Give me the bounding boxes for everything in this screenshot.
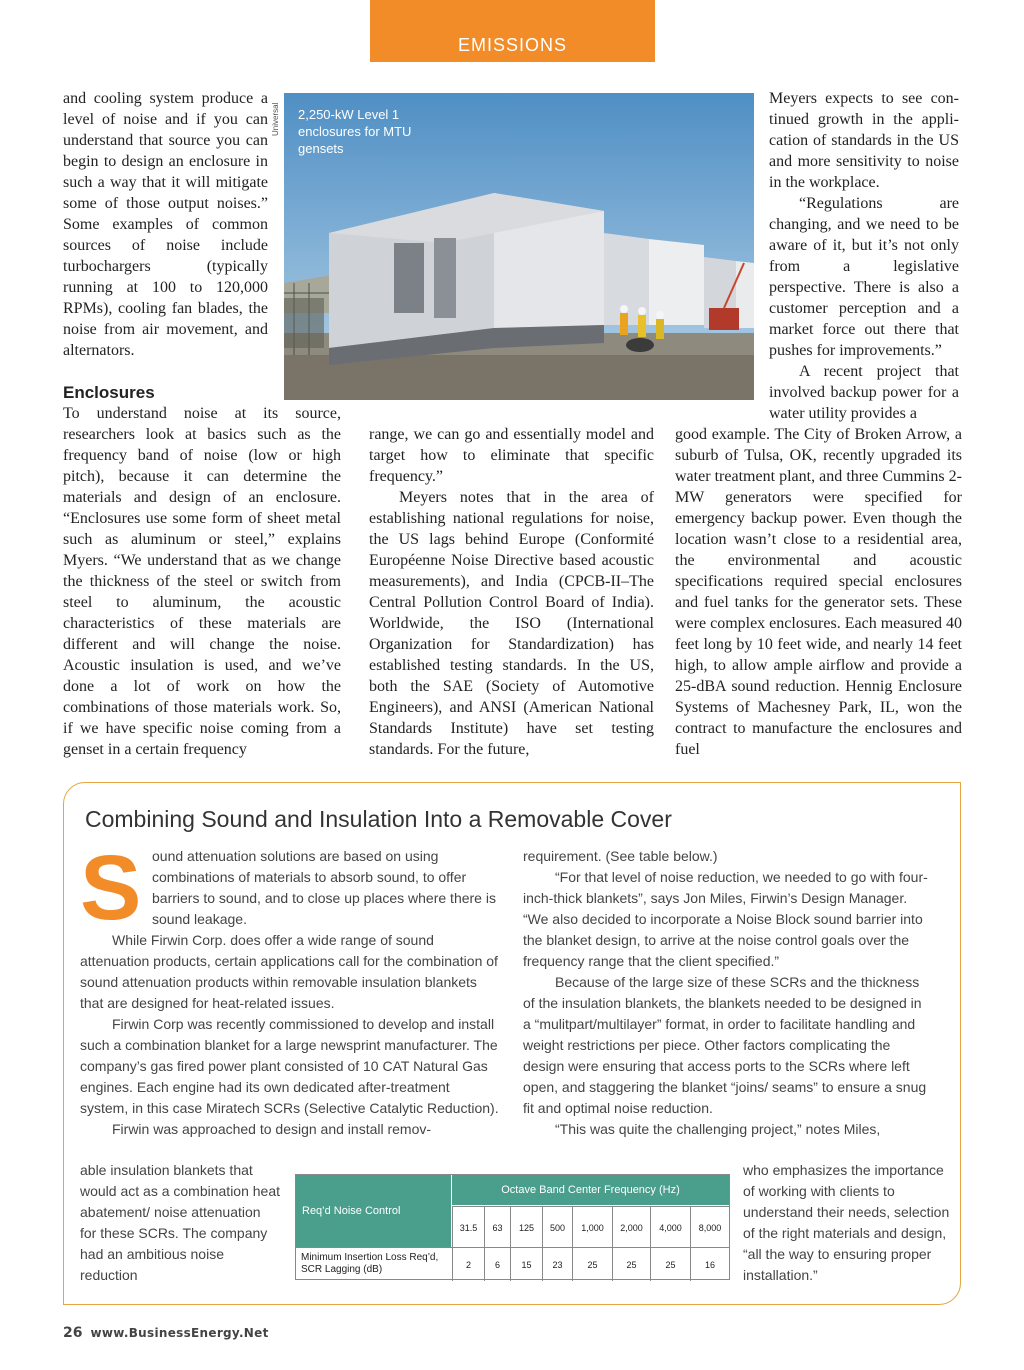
paragraph: Meyers expects to see continued growth in the application of standards in the US and more sensitivity to noise in the workplace. [769, 90, 959, 191]
table-cell: 23 [542, 1248, 572, 1281]
table-cell: 16 [690, 1248, 729, 1281]
sidebar-lead [80, 837, 500, 939]
paragraph: While Firwin Corp. does offer a wide range of sound attenuation products, certain applications call for the combination of sound attenuation products within removable insulation blankets that are designed for heat-related issues. [80, 932, 498, 1011]
sidebar-column-1 [80, 837, 500, 1140]
paragraph: “Regulations are changing, and we need to be aware of it, but it’s not only from a legislative perspective. There is also a customer perception and a market force out there that pushes for improvements.” [769, 195, 959, 359]
table-cell: 25 [650, 1248, 690, 1281]
noise-control-table [295, 1174, 730, 1280]
drop-cap: S [80, 837, 142, 939]
sidebar-column-1-continued [80, 1160, 280, 1286]
table-cell: 2,000 [612, 1207, 650, 1248]
section-label: EMISSIONS [457, 35, 568, 55]
paragraph: range, we can go and essentially model and target how to eliminate that specific frequency.” [369, 426, 654, 485]
table-cell: 2 [452, 1248, 484, 1281]
paragraph: To understand noise at its source, researchers look at basics such as the frequency band of noise (low or high pitch), because it can determine the materials and design of an enclosure. “Enclosures use some form of sheet metal such as aluminum or steel,” explains Myers. “We understand that as we change the thickness of the steel or switch from steel to aluminum, the acoustic characteristics of these materials are different and will change the noise. Acoustic insulation is used, and we’ve done a lot of work on how the combinations of those materials work. So, if we have specific noise coming from a genset in a certain frequency [63, 405, 341, 758]
photo-credit: Universal [271, 102, 280, 136]
paragraph: able insulation blankets that would act as a combination heat abatement/ noise attenuation for these SCRs. The company had an ambitious noise reduction [80, 1162, 281, 1283]
article-column-1-top [63, 88, 268, 361]
sidebar-title: Combining Sound and Insulation Into a Removable Cover [85, 806, 672, 832]
page-footer [63, 1325, 269, 1341]
table-cell: 31.5 [452, 1207, 484, 1248]
website-link[interactable]: www.BusinessEnergy.Net [90, 1326, 269, 1340]
sidebar-column-2-continued [743, 1160, 953, 1286]
paragraph: Meyers notes that in the area of establishing national regulations for noise, the US lags behind Europe (Conformité Européenne Noise Directive based acoustic measurements), and India (CPCB-II–The Central Pollution Control Board of India). Worldwide, the ISO (International Organization for Standardization) has established testing standards. In the US, both the SAE (Society of Automotive Engineers), and ANSI (American National Standards Institute) have set testing standards. For the future, [369, 489, 654, 758]
section-header [370, 0, 655, 62]
paragraph: Firwin Corp was recently commissioned to develop and install such a combination blanket for a large newsprint manufacturer. The company’s gas fired power plant consisted of 10 CAT Natural Gas engines. Each engine had its own dedicated after-treatment system, in this case Miratech SCRs (Selective Catalytic Reduction). [80, 1016, 499, 1116]
table-cell: 15 [510, 1248, 542, 1281]
article-column-3-bottom [675, 424, 962, 760]
table-cell: 125 [510, 1207, 542, 1248]
paragraph: Firwin was approached to design and install remov- [112, 1121, 432, 1137]
article-column-2 [369, 424, 654, 760]
table-cell: 1,000 [572, 1207, 612, 1248]
paragraph: requirement. (See table below.) [523, 848, 718, 864]
paragraph: and cooling system produce a level of noise and if you can understand that source you can begin to design an enclosure in such a way that it will mitigate some of those output noises.” Some examples of common sources of noise include turbochargers (typically running at 100 to 120,000 RPMs), cooling fan blades, the noise from air movement, and alternators. [63, 90, 268, 359]
table-cell: 500 [542, 1207, 572, 1248]
paragraph: who emphasizes the importance of working with clients to understand their needs, selection of the right materials and design, “all the way to ensuring proper installation.” [743, 1162, 950, 1283]
table-cell: 8,000 [690, 1207, 729, 1248]
article-column-3-top [769, 88, 959, 424]
table-cell: 4,000 [650, 1207, 690, 1248]
table-cell: 25 [572, 1248, 612, 1281]
table-cell: 63 [484, 1207, 510, 1248]
paragraph: “For that level of noise reduction, we needed to go with four-inch-thick blankets”, says Jon Miles, Firwin’s Design Manager. “We also decided to incorporate a Noise Block sound barrier into the blanket design, to arrive at the noise control goals over the frequency range that the client specified.” [523, 869, 928, 969]
table-cell: 25 [612, 1248, 650, 1281]
paragraph: good example. The City of Broken Arrow, a suburb of Tulsa, OK, recently upgraded its water treatment plant, and three Cummins 2-MW generators were specified for emergency backup power. Even though the location wasn’t close to a residential area, the environmental and acoustic specifications required special enclosures and fuel tanks for the generator sets. These were complex enclosures. Each measured 40 feet long by 10 feet wide, and nearly 14 feet high, to allow ample airflow and provide a 25-dBA sound reduction. Hennig Enclosure Systems of Machesney Park, IL, won the contract to manufacture the enclosures and fuel [675, 426, 962, 758]
paragraph: Because of the large size of these SCRs and the thickness of the insulation blankets, the blankets needed to be designed in a “mulitpart/multilayer” format, in order to facilitate handling and weight restrictions per piece. Other factors complicating the design were ensuring that access ports to the SCRs where left open, and staggering the blanket “joins/ seams” to ensure a snug fit and optimal noise reduction. [523, 974, 927, 1116]
photo-caption: 2,250-kW Level 1 enclosures for MTU gensets [298, 107, 412, 156]
paragraph: ound attenuation solutions are based on using combinations of materials to absorb sound, to offer barriers to sound, and to close up places where there is sound leakage. [152, 848, 496, 927]
sidebar-column-2 [523, 846, 933, 1140]
page-number: 26 [63, 1325, 83, 1341]
paragraph: A recent project that involved backup power for a water utility provides a [769, 363, 959, 422]
table-column-header: Octave Band Center Frequency (Hz) [452, 1175, 729, 1205]
table-cell: 6 [484, 1248, 510, 1281]
table-row-label: Minimum Insertion Loss Req’d, SCR Lagging (dB) [296, 1247, 452, 1280]
article-column-1-bottom [63, 382, 341, 760]
values-row [452, 1247, 729, 1281]
frequency-row [452, 1206, 729, 1248]
section-heading: Enclosures [63, 383, 155, 402]
table-row-header: Req’d Noise Control [296, 1175, 451, 1247]
paragraph: “This was quite the challenging project,” notes Miles, [555, 1121, 881, 1137]
